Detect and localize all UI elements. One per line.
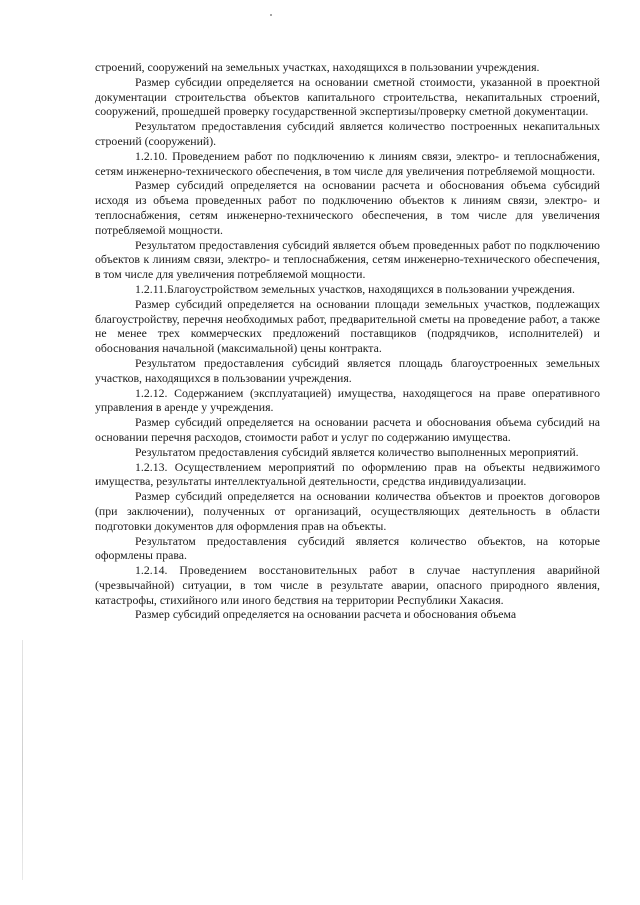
paragraph-subsidy-size-maintenance: Размер субсидий определяется на основании расчета и обоснования объема субсидий на основании перечня расходов, стоимости работ и услуг по содержанию имущества. [95,415,600,444]
paragraph-item-1-2-13: 1.2.13. Осуществлением мероприятий по оформлению прав на объекты недвижимого имущества, результаты интеллектуальной деятельности, средства индивидуализации. [95,459,600,489]
paragraph-subsidy-size-rights: Размер субсидий определяется на основании количества объектов и проектов договоров (при заключении), полученных от организаций, осуществляющих деятельность в области подготовки документов для оформления прав на объекты. [95,489,600,533]
paragraph-continuation: строений, сооружений на земельных участках, находящихся в пользовании учреждения. [95,60,540,74]
scan-speck [270,14,272,16]
paragraph-subsidy-size-smeta: Размер субсидии определяется на основании сметной стоимости, указанной в проектной документации строительства объектов капитального строительства, некапитальных строений, сооружений, прошедшей проверку государственной экспертизы/проверку сметной документации. [95,74,600,119]
paragraph-result-connection: Результатом предоставления субсидий является объем проведенных работ по подключению объектов к линиям связи, электро- и теплоснабжения, сетям инженерно-технического обеспечения, в том числе для увеличения потребляемой мощности. [95,237,600,282]
paragraph-result-rights: Результатом предоставления субсидий является количество объектов, на которые оформлены права. [95,533,600,563]
paragraph-item-1-2-10: 1.2.10. Проведением работ по подключению к линиям связи, электро- и теплоснабжения, сетям инженерно-технического обеспечения, в том числе для увеличения потребляемой мощности. [95,148,600,178]
paragraph-subsidy-size-emergency: Размер субсидий определяется на основании расчета и обоснования объема [135,607,517,622]
scan-edge-line [22,640,23,880]
paragraph-subsidy-size-connection: Размер субсидий определяется на основании расчета и обоснования объема субсидий исходя из объема проведенных работ по подключению объектов к линиям связи, электро- и теплоснабжения, сетям инженерно-технического обеспечения, в том числе для увеличения потребляемой мощности. [95,178,600,237]
paragraph-item-1-2-11: 1.2.11.Благоустройством земельных участков, находящихся в пользовании учреждения. [135,281,575,296]
document-body [95,60,600,622]
paragraph-result-events: Результатом предоставления субсидий является количество выполненных мероприятий. [135,444,579,459]
paragraph-item-1-2-14: 1.2.14. Проведением восстановительных работ в случае наступления аварийной (чрезвычайной) ситуации, в том числе в результате аварии, опасного природного явления, катастрофы, стихийного или иного бедствия на территории Республики Хакасия. [95,563,600,607]
paragraph-result-buildings: Результатом предоставления субсидий является количество построенных некапитальных строений (сооружений). [95,119,600,148]
paragraph-subsidy-size-landscaping: Размер субсидий определяется на основании площади земельных участков, подлежащих благоустройству, перечня необходимых работ, предварительной сметы на проведение работ, а также не менее трех коммерческих предложений поставщиков (подрядчиков, исполнителей) и обоснования начальной (максимальной) цены контракта. [95,296,600,356]
paragraph-item-1-2-12: 1.2.12. Содержанием (эксплуатацией) имущества, находящегося на праве оперативного управления в аренде у учреждения. [95,385,600,415]
paragraph-result-landscaping: Результатом предоставления субсидий является площадь благоустроенных земельных участков, находящихся в пользовании учреждения. [95,355,600,385]
